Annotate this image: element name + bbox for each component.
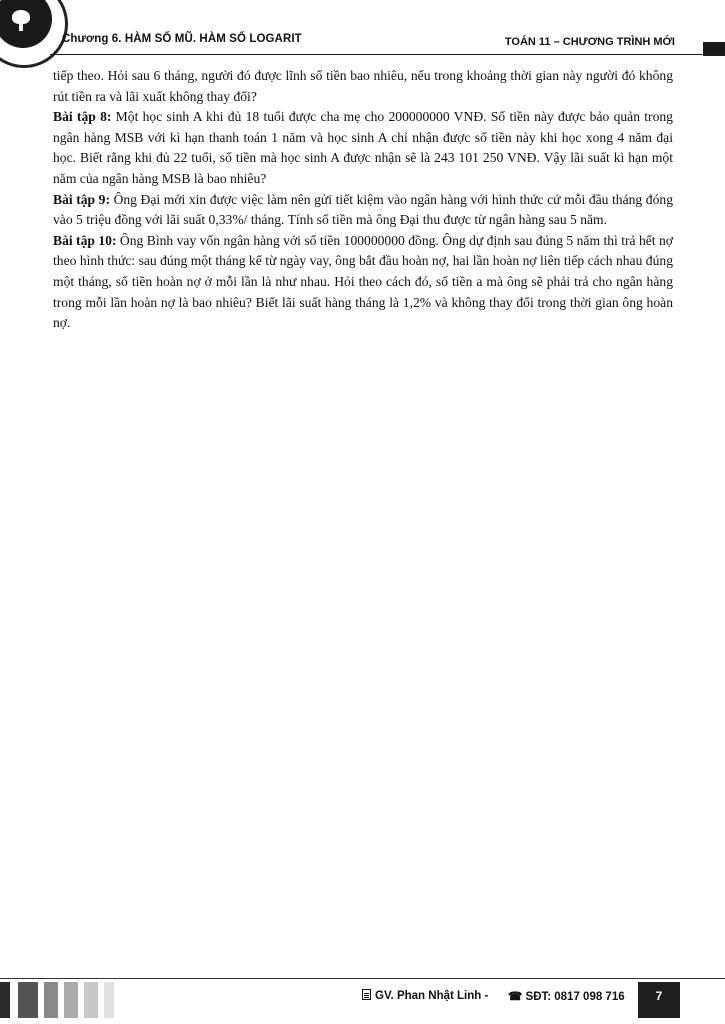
exercise-text: Ông Bình vay vốn ngân hàng với số tiền 100000000 đồng. Ông dự định sau đúng 5 năm thì trả hết nợ theo hình thức: sau đúng một tháng kể từ ngày vay, ông bắt đầu hoàn nợ, hai lần hoàn nợ liên tiếp cách nhau đúng một tháng, số tiền hoàn nợ ở mỗi lần là như nhau. Hỏi theo cách đó, số tiền a mà ông sẽ phải trả cho ngân hàng trong mỗi lần hoàn nợ là bao nhiêu? Biết lãi suất hàng tháng là 1,2% và không thay đổi trong thời gian ông hoàn nợ. (53, 232, 673, 331)
header-title: TOÁN 11 – CHƯƠNG TRÌNH MỚI (504, 36, 675, 48)
header-rule (50, 54, 725, 55)
footer-bar (104, 982, 114, 1018)
exercise-9 (53, 190, 673, 231)
footer-bar (84, 982, 98, 1018)
footer-bar (0, 982, 10, 1018)
exercise-text: Ông Đại mới xin được việc làm nên gửi tiết kiệm vào ngân hàng với hình thức cứ mỗi đầu tháng đóng vào 5 triệu đồng với lãi suất 0,33%/ tháng. Tính số tiền mà ông Đại thu được từ ngân hàng sau 5 năm. (53, 191, 673, 228)
footer-bar (18, 982, 38, 1018)
exercise-text: Một học sinh A khi đủ 18 tuổi được cha mẹ cho 200000000 VNĐ. Số tiền này được bảo quản trong ngân hàng MSB với kì hạn thanh toán 1 năm và học sinh A chỉ nhận được số tiền này khi học xong 4 năm đại học. Biết rằng khi đủ 22 tuổi, số tiền mà học sinh A được nhận sẽ là 243 101 250 VNĐ. Vậy lãi suất kì hạn một năm của ngân hàng MSB là bao nhiêu? (53, 109, 673, 186)
footer-rule (0, 978, 725, 979)
exercise-label: Bài tập 8: (53, 109, 112, 125)
exercise-10 (53, 231, 673, 334)
exercise-label: Bài tập 9: (53, 191, 110, 207)
document-icon (362, 989, 371, 1000)
header-chapter: Chương 6. HÀM SỐ MŨ. HÀM SỐ LOGARIT (62, 33, 302, 45)
page-content (53, 66, 673, 334)
footer-bar (64, 982, 78, 1018)
author-name: GV. Phan Nhật Linh - (375, 990, 489, 1002)
footer-phone: ☎ SĐT: 0817 098 716 (508, 991, 625, 1003)
exercise-8 (53, 107, 673, 189)
footer-bar (44, 982, 58, 1018)
page-number: 7 (638, 982, 680, 1018)
intro-paragraph: tiếp theo. Hỏi sau 6 tháng, người đó được lĩnh số tiền bao nhiêu, nếu trong khoảng thời gian này người đó không rút tiền ra và lãi xuất không thay đổi? (53, 68, 673, 104)
exercise-label: Bài tập 10: (53, 232, 117, 248)
footer-author (362, 989, 488, 1002)
